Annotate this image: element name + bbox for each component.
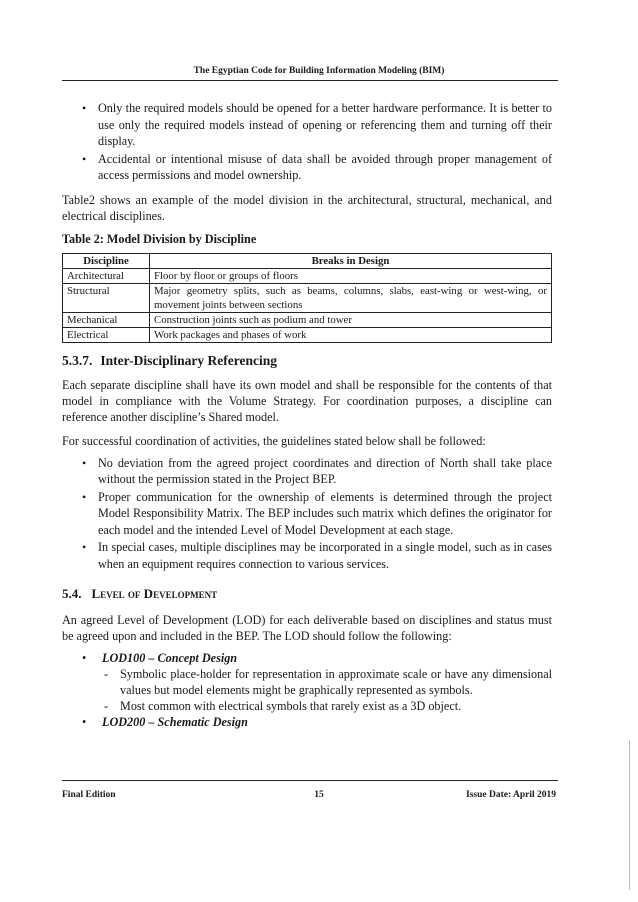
footer-issue-date: Issue Date: April 2019 (466, 790, 556, 800)
bullet-icon: • (82, 540, 87, 554)
table-cell: Electrical (63, 327, 150, 342)
table-row (63, 312, 552, 327)
list-item: • In special cases, multiple disciplines may be incorporated in a single model, such as in cases when an equipment requires connection to various services. (82, 540, 552, 571)
table-row (63, 327, 552, 342)
list-item: • No deviation from the agreed project coordinates and direction of North shall take place without the permission stated in the Project BEP. (82, 455, 552, 486)
intro-bullet-list (62, 100, 552, 184)
scan-edge-line (629, 740, 630, 890)
body-paragraph: Each separate discipline shall have its own model and shall be responsible for the contents of that model in compliance with the Volume Strategy. For coordination purposes, a discipline can reference another discipline’s Shared model. (62, 377, 552, 424)
table-row (63, 268, 552, 283)
guidelines-bullet-list (62, 455, 552, 573)
list-item: • Accidental or intentional misuse of data shall be avoided through proper management of access permissions and model ownership. (82, 151, 552, 182)
section-title: Inter-Disciplinary Referencing (100, 352, 277, 368)
lod-list (62, 650, 552, 730)
list-item: • Proper communication for the ownership of elements is determined through the project Model Responsibility Matrix. The BEP includes such matrix which defines the originator for each model and the intended Level of Model Development at each stage. (82, 489, 552, 537)
table-cell: Floor by floor or groups of floors (150, 268, 552, 283)
header-divider (62, 80, 558, 81)
body-paragraph: For successful coordination of activities, the guidelines stated below shall be followed: (62, 433, 486, 448)
table-row (63, 283, 552, 312)
bullet-icon: • (82, 715, 87, 729)
table-intro-paragraph: Table2 shows an example of the model division in the architectural, structural, mechanical, and electrical disciplines. (62, 192, 552, 223)
lod-title: LOD100 – Concept Design (102, 651, 238, 665)
list-item (62, 714, 552, 730)
column-header: Breaks in Design (150, 253, 552, 268)
footer-divider (62, 780, 558, 781)
section-number: 5.4. (62, 586, 82, 601)
bullet-icon: • (82, 651, 87, 665)
running-header: The Egyptian Code for Building Information Modeling (BIM) (193, 66, 445, 76)
table-header-row (63, 253, 552, 268)
body-paragraph: An agreed Level of Development (LOD) for each deliverable based on disciplines and status must be agreed upon and included in the BEP. The LOD should follow the following: (62, 613, 552, 643)
section-heading-5-4 (62, 586, 552, 602)
column-header: Discipline (63, 253, 150, 268)
table-cell: Construction joints such as podium and tower (150, 312, 552, 327)
section-number: 5.3.7. (62, 352, 93, 368)
list-item: - Symbolic place-holder for representation in approximate scale or have any dimensional values but model elements might be graphically represented as symbols. (104, 667, 552, 697)
page-number: 15 (314, 790, 324, 800)
list-item: • Only the required models should be opened for a better hardware performance. It is better to use only the required models instead of opening or referencing them and turning off their display. (82, 101, 552, 148)
footer-edition: Final Edition (62, 790, 116, 800)
model-division-table (62, 253, 552, 343)
table-cell: Major geometry splits, such as beams, columns, slabs, east-wing or west-wing, or movement joints between sections (150, 283, 552, 312)
list-item: - Most common with electrical symbols that rarely exist as a 3D object. (104, 699, 462, 713)
table-cell: Work packages and phases of work (150, 327, 552, 342)
table-cell: Architectural (63, 268, 150, 283)
dash-icon: - (104, 699, 109, 713)
dash-icon: - (104, 667, 109, 681)
section-title: Level of Development (91, 586, 218, 601)
table-cell: Structural (63, 283, 150, 312)
bullet-icon: • (82, 455, 87, 470)
page-body (62, 100, 552, 730)
bullet-icon: • (82, 151, 87, 166)
list-item (62, 650, 552, 714)
table-cell: Mechanical (63, 312, 150, 327)
lod-title: LOD200 – Schematic Design (102, 715, 248, 729)
section-heading-5-3-7 (62, 353, 552, 369)
bullet-icon: • (82, 101, 87, 115)
bullet-icon: • (82, 489, 87, 504)
table-caption: Table 2: Model Division by Discipline (62, 231, 257, 246)
lod-sub-list (102, 666, 552, 714)
